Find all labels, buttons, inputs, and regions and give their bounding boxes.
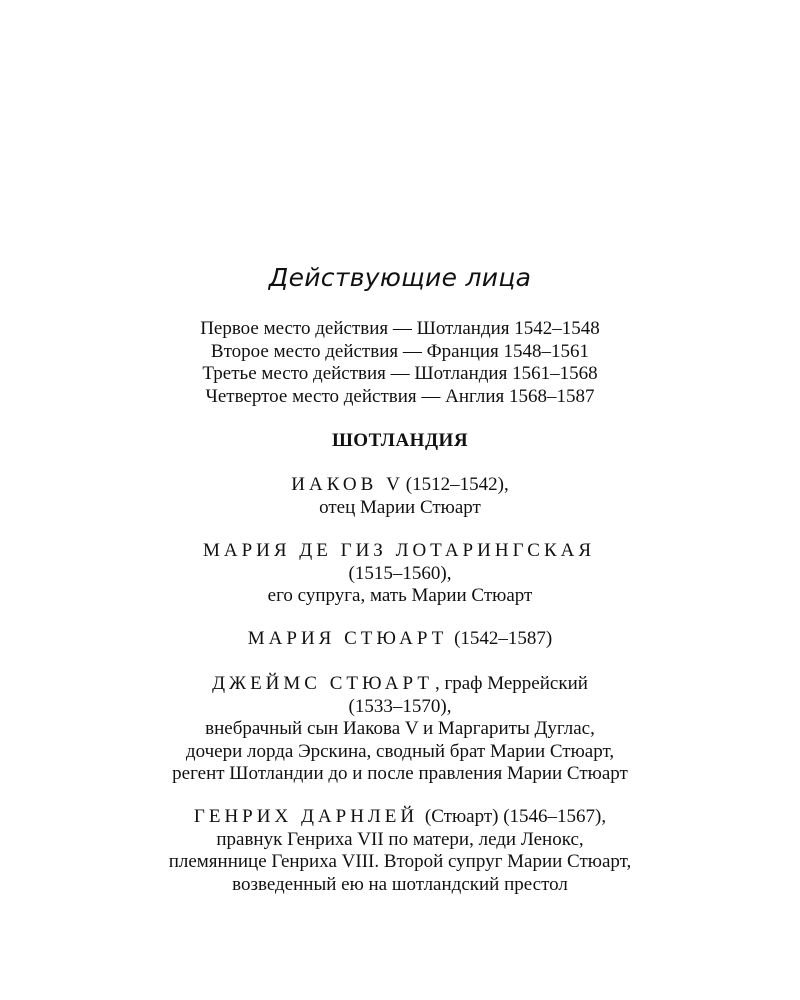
place-line: Четвертое место действия — Англия 1568–1587	[205, 385, 595, 407]
character-entry	[0, 628, 800, 651]
character-entry	[0, 474, 800, 519]
places-list	[0, 318, 800, 408]
character-description-line: отец Марии Стюарт	[319, 496, 481, 518]
character-heading-line	[0, 474, 800, 497]
place-line: Второе место действия — Франция 1548–1561	[210, 340, 590, 362]
character-description-line: внебрачный сын Иакова V и Маргариты Дуглас,	[205, 718, 595, 739]
character-dates: (1542–1587)	[454, 628, 553, 649]
character-description-line: возведенный ею на шотландский престол	[232, 873, 568, 895]
character-name: МАРИЯ СТЮАРТ	[247, 628, 448, 649]
place-line: Первое место действия — Шотландия 1542–1548	[200, 318, 600, 339]
character-name: ДЖЕЙМС СТЮАРТ	[212, 673, 433, 694]
character-description-line: племяннице Генриха VIII. Второй супруг Марии Стюарт,	[168, 851, 632, 872]
character-name: ИАКОВ V	[291, 474, 404, 495]
character-name: ГЕНРИХ ДАРНЛЕЙ	[193, 806, 419, 827]
character-description-line: правнук Генриха VII по матери, леди Ленокс,	[216, 828, 584, 850]
character-heading-line	[0, 673, 800, 696]
character-name: МАРИЯ ДЕ ГИЗ ЛОТАРИНГСКАЯ	[202, 540, 596, 561]
character-entry	[0, 806, 800, 896]
character-description-line: (1515–1560),	[348, 562, 452, 584]
section-title: ШОТЛАНДИЯ	[331, 430, 469, 451]
character-title: , граф Меррейский	[434, 673, 588, 694]
character-entry	[0, 540, 800, 608]
character-description-line: его супруга, мать Марии Стюарт	[267, 585, 533, 606]
character-heading-line	[0, 628, 800, 651]
place-line: Третье место действия — Шотландия 1561–1568	[202, 363, 598, 384]
character-description-line: дочери лорда Эрскина, сводный брат Марии Стюарт,	[185, 740, 615, 762]
character-dates: (Стюарт) (1546–1567),	[424, 806, 607, 827]
page-title: Действующие лица	[268, 263, 532, 292]
character-entry	[0, 673, 800, 786]
character-description-line: (1533–1570),	[348, 695, 452, 717]
character-heading-line	[0, 540, 800, 563]
character-heading-line	[0, 806, 800, 829]
character-description-line: регент Шотландии до и после правления Марии Стюарт	[172, 763, 628, 784]
character-dates: (1512–1542),	[405, 474, 509, 495]
